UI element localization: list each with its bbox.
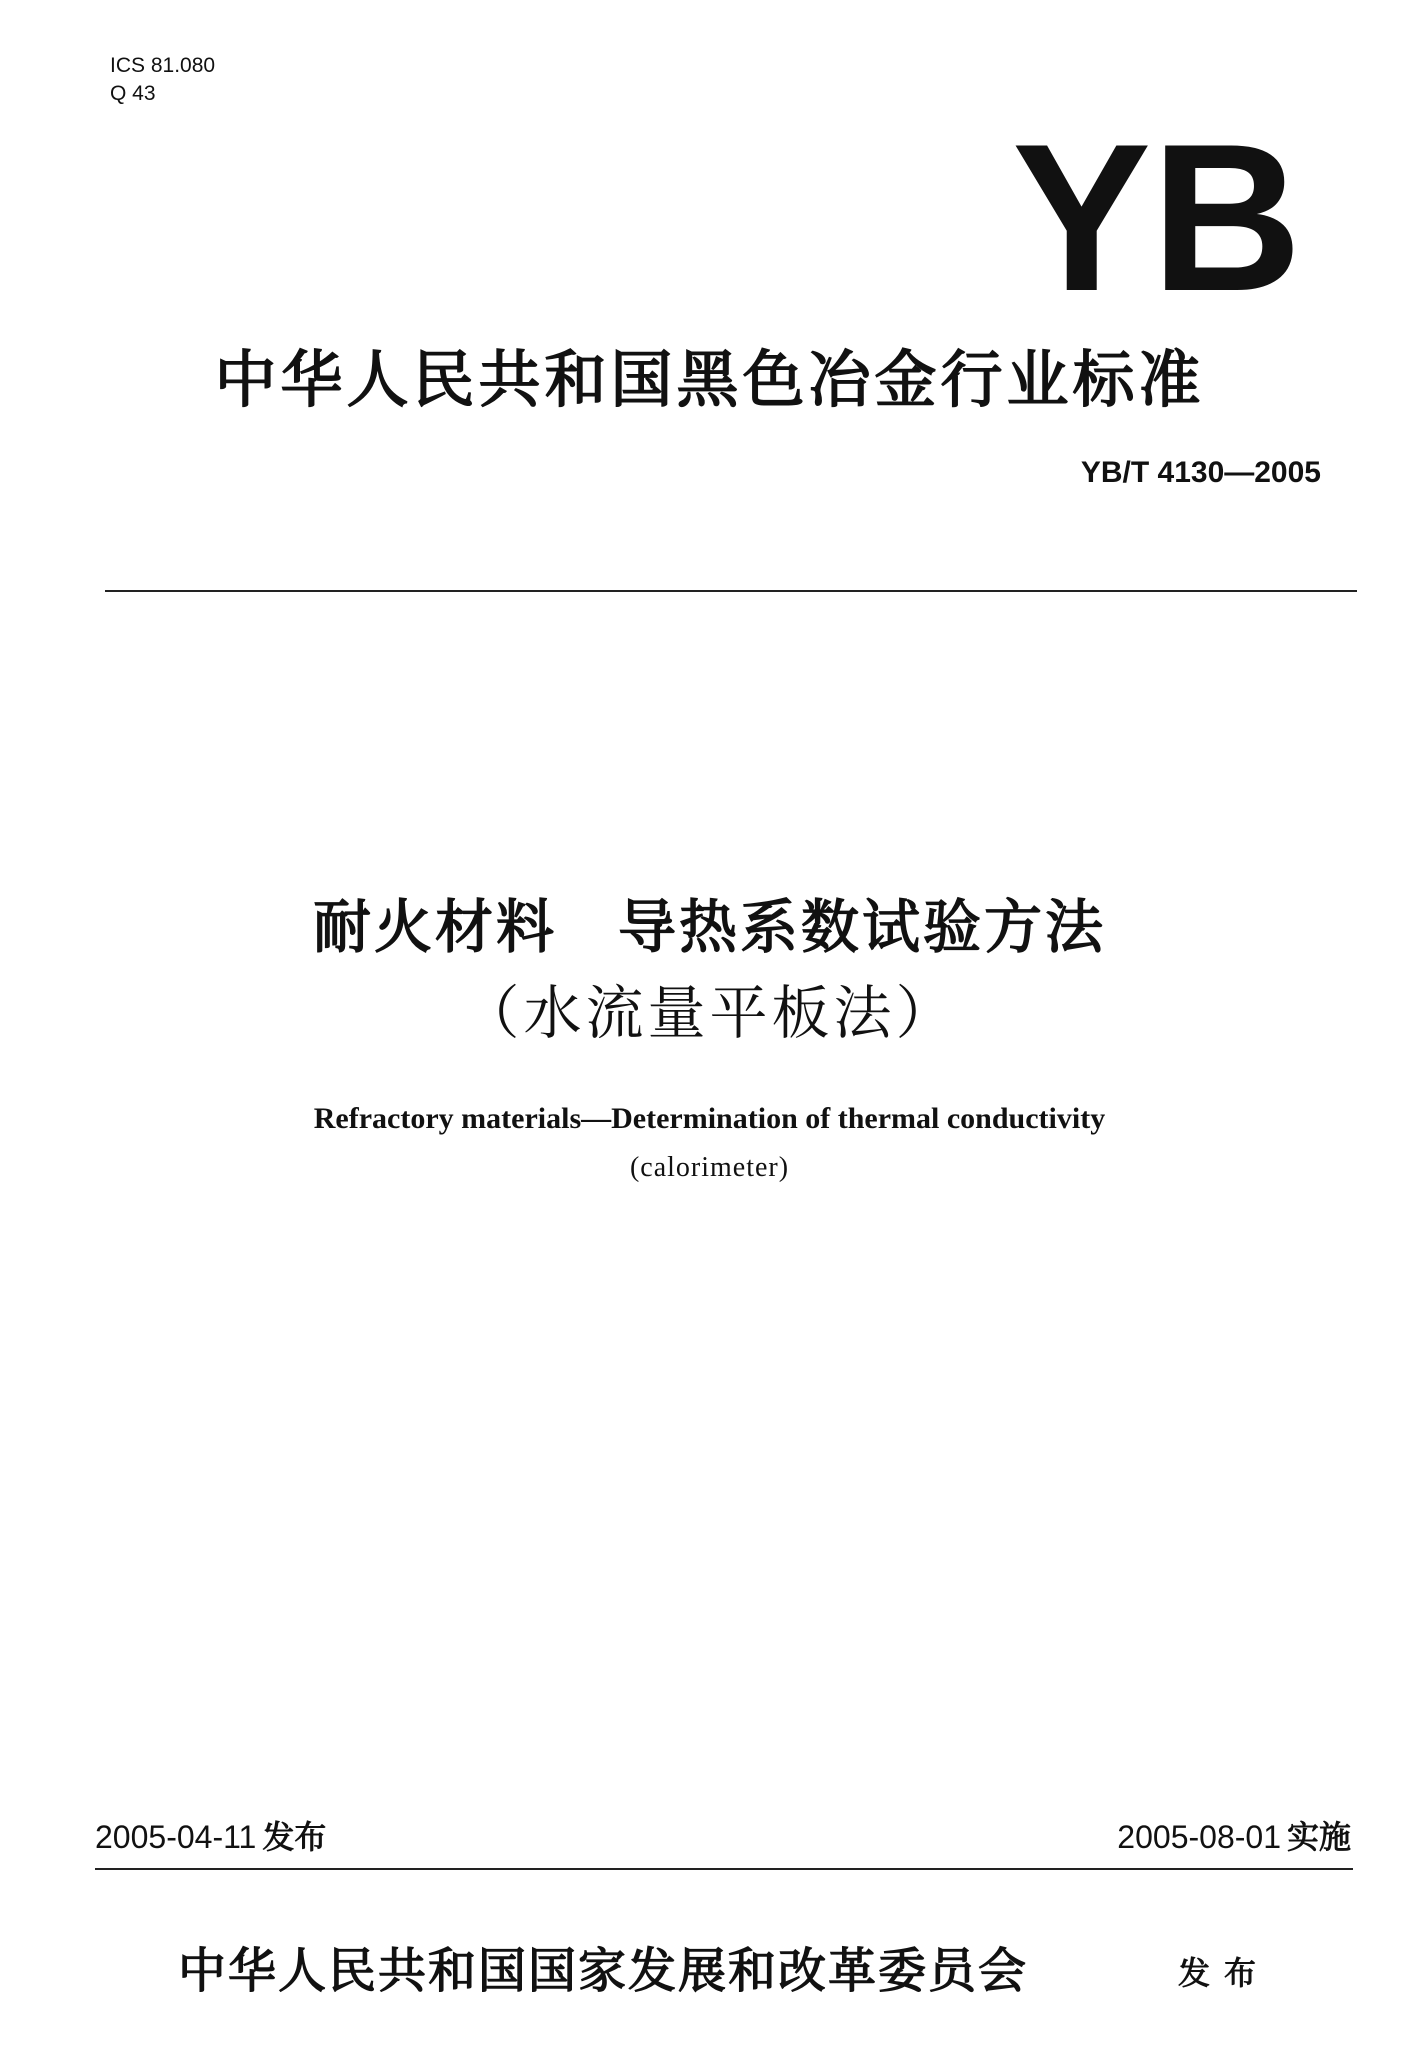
issue-date-value: 2005-04-11 — [95, 1819, 257, 1855]
classification-codes — [110, 52, 215, 108]
issue-date-label: 发布 — [262, 1818, 327, 1856]
issue-date — [95, 1812, 326, 1858]
header-divider — [105, 590, 1357, 592]
effective-date — [1117, 1812, 1351, 1858]
ccs-code: Q 43 — [110, 82, 156, 105]
yb-logo-text: YB — [1012, 130, 1302, 298]
document-subtitle-cn: （水流量平板法） — [461, 979, 958, 1047]
ics-code: ICS 81.080 — [110, 54, 216, 77]
document-title-en: Refractory materials—Determination of thermal conductivity — [313, 1102, 1106, 1135]
standard-category-title: 中华人民共和国黑色冶金行业标准 — [214, 343, 1205, 416]
yb-logo — [1010, 130, 1305, 298]
document-subtitle-en: (calorimeter) — [629, 1152, 790, 1183]
publisher-issue-label: 发布 — [1178, 1954, 1271, 1992]
footer-divider — [95, 1868, 1353, 1870]
effective-date-value: 2005-08-01 — [1117, 1819, 1281, 1855]
publisher-name: 中华人民共和国国家发展和改革委员会 — [178, 1943, 1029, 1999]
standard-number: YB/T 4130—2005 — [1080, 456, 1321, 489]
effective-date-label: 实施 — [1286, 1818, 1351, 1856]
document-title-cn: 耐火材料 导热系数试验方法 — [312, 893, 1106, 961]
